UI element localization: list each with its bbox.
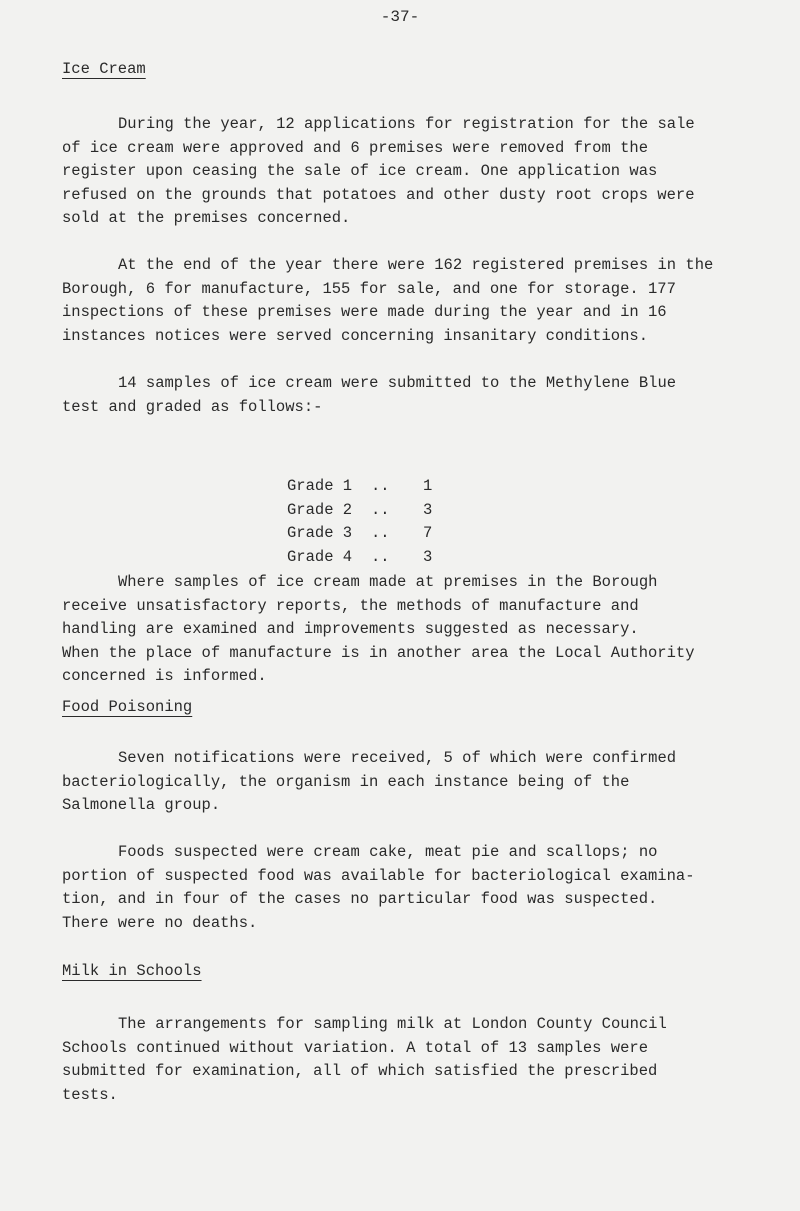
text-line: During the year, 12 applications for registration for the sale (118, 115, 695, 133)
grades-table (287, 475, 443, 570)
text-line: When the place of manufacture is in another area the Local Authority (62, 643, 695, 662)
text-line: tests. (62, 1085, 118, 1104)
text-line: concerned is informed. (62, 667, 267, 686)
heading-food-poisoning: Food Poisoning (62, 698, 193, 716)
text-line: test and graded as follows:- (62, 397, 323, 416)
food-poisoning-paragraph-1 (62, 747, 782, 818)
text-line: inspections of these premises were made during the year and in 16 (62, 303, 667, 322)
text-line: submitted for examination, all of which satisfied the prescribed (62, 1062, 658, 1081)
grade-row (287, 522, 443, 546)
text-line: of ice cream were approved and 6 premises were removed from the (62, 138, 648, 157)
text-line: The arrangements for sampling milk at London County Council (118, 1015, 667, 1033)
food-poisoning-paragraph-2 (62, 841, 782, 935)
text-line: Where samples of ice cream made at premises in the Borough (118, 573, 658, 591)
text-line: bacteriologically, the organism in each instance being of the (62, 772, 630, 791)
grade-row (287, 546, 443, 570)
text-line: Borough, 6 for manufacture, 155 for sale, and one for storage. 177 (62, 279, 676, 298)
text-line: tion, and in four of the cases no particular food was suspected. (62, 890, 658, 909)
text-line: instances notices were served concerning insanitary conditions. (62, 326, 648, 345)
heading-milk-in-schools: Milk in Schools (62, 962, 202, 980)
ice-cream-paragraph-1 (62, 113, 782, 231)
ice-cream-paragraph-3 (62, 372, 782, 419)
text-line: register upon ceasing the sale of ice cream. One application was (62, 162, 658, 181)
page-number: -37- (380, 8, 420, 26)
text-line: 14 samples of ice cream were submitted to the Methylene Blue (118, 374, 677, 392)
text-line: refused on the grounds that potatoes and other dusty root crops were (62, 185, 695, 204)
grade-label: Grade 3 (287, 524, 353, 543)
leader-dots: .. (371, 524, 390, 543)
grade-row (287, 475, 443, 499)
text-line: sold at the premises concerned. (62, 209, 351, 228)
text-line: At the end of the year there were 162 registered premises in the (118, 256, 714, 274)
text-line: handling are examined and improvements suggested as necessary. (62, 620, 639, 639)
text-line: Foods suspected were cream cake, meat pie and scallops; no (118, 843, 658, 861)
text-line: receive unsatisfactory reports, the methods of manufacture and (62, 596, 639, 615)
heading-ice-cream: Ice Cream (62, 60, 146, 78)
text-line: There were no deaths. (62, 913, 258, 932)
grade-row (287, 499, 443, 523)
grade-count: 1 (423, 477, 433, 495)
leader-dots: .. (371, 477, 390, 495)
grade-label: Grade 2 (287, 500, 353, 519)
text-line: Seven notifications were received, 5 of which were confirmed (118, 749, 677, 767)
ice-cream-paragraph-2 (62, 254, 782, 348)
leader-dots: .. (371, 500, 390, 519)
grade-label: Grade 1 (287, 477, 353, 495)
ice-cream-paragraph-4 (62, 571, 782, 689)
grade-count: 7 (423, 524, 433, 543)
grade-label: Grade 4 (287, 548, 353, 567)
text-line: Salmonella group. (62, 796, 221, 815)
text-line: Schools continued without variation. A total of 13 samples were (62, 1038, 648, 1057)
milk-in-schools-paragraph-1 (62, 1013, 782, 1107)
text-line: portion of suspected food was available for bacteriological examina- (62, 866, 695, 885)
grade-count: 3 (423, 548, 433, 567)
leader-dots: .. (371, 548, 390, 567)
grade-count: 3 (423, 500, 433, 519)
